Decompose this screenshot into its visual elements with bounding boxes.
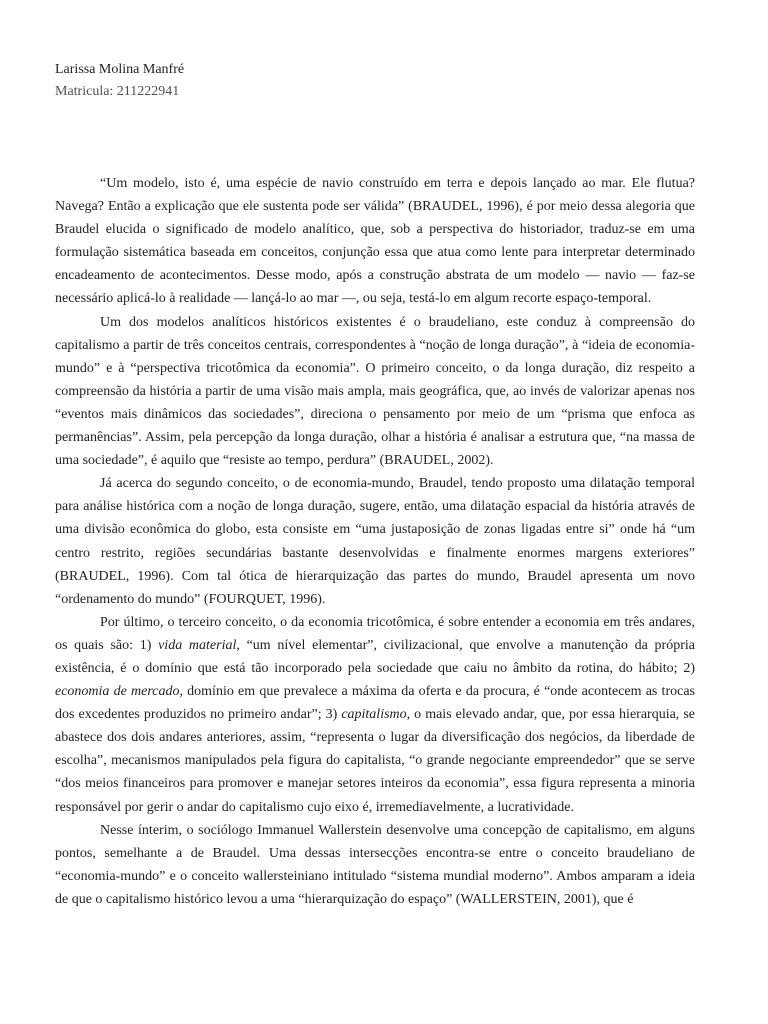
text-run: , o mais elevado andar, que, por essa hierarquia, se abastece dos dois andares anteriores, assim, “representa o lugar da diversificação dos negócios, da liberdade de escolha”, mecanismos manipulados pela figura do capitalista, “o grande negociante empreendedor” que se serve “dos meios financeiros para promover e manejar setores inteiros da economia”, essa figura representa a minoria responsável por gerir o andar do capitalismo cujo eixo é, irremediavelmente, a lucratividade.	[55, 707, 695, 815]
text-run: , domínio em que prevalece a máxima da oferta e da procura, é “onde acontecem as trocas dos excedentes produzidos no primeiro andar”; 3)	[55, 684, 695, 723]
italic-term: capitalismo	[341, 707, 407, 723]
text-run: Já acerca do segundo conceito, o de economia-mundo, Braudel, tendo proposto uma dilatação temporal para análise histórica com a noção de longa duração, sugere, então, uma dilatação espacial da história através de uma divisão econômica do globo, esta consiste em “uma justaposição de zonas ligadas entre si” onde há “um centro restrito, regiões secundárias bastante desenvolvidas e finalmente enormes margens exteriores” (BRAUDEL, 1996). Com tal ótica de hierarquização das partes do mundo, Braudel apresenta um novo “ordenamento do mundo” (FOURQUET, 1996).	[55, 476, 695, 607]
italic-term: vida material	[158, 637, 237, 653]
text-run: Por último, o terceiro conceito, o da economia tricotômica, é sobre entender a economia em três andares, os quais são: 1)	[55, 614, 695, 653]
author-name: Larissa Molina Manfré	[55, 62, 185, 77]
paragraph	[55, 472, 695, 611]
paragraph	[55, 819, 695, 911]
paragraph	[55, 311, 695, 473]
text-run: , “um nível elementar”, civilizacional, que envolve a manutenção da própria existência, é o domínio que está tão incorporado pela sociedade que caiu no âmbito da rotina, do hábito; 2)	[55, 637, 695, 676]
essay-body	[55, 172, 695, 911]
student-id: Matricula: 211222941	[55, 84, 180, 99]
italic-term: economia de mercado	[55, 684, 180, 700]
document-header	[55, 59, 184, 103]
text-run: Um dos modelos analíticos históricos existentes é o braudeliano, este conduz à compreensão do capitalismo a partir de três conceitos centrais, correspondentes à “noção de longa duração”, à “ideia de economia-mundo” e à “perspectiva tricotômica da economia”. O primeiro conceito, o da longa duração, diz respeito a compreensão da história a partir de uma visão mais ampla, mais geográfica, que, ao invés de valorizar apenas nos “eventos mais dinâmicos das sociedades”, direciona o pensamento por meio de um “prisma que enfoca as permanências”. Assim, pela percepção da longa duração, olhar a história é analisar a estrutura que, “na massa de uma sociedade”, é aquilo que “resiste ao tempo, perdura” (BRAUDEL, 2002).	[55, 314, 695, 469]
text-run: Nesse ínterim, o sociólogo Immanuel Wallerstein desenvolve uma concepção de capitalismo, em alguns pontos, semelhante a de Braudel. Uma dessas intersecções encontra-se entre o conceito braudeliano de “economia-mundo” e o conceito wallersteiniano intitulado “sistema mundial moderno”. Ambos amparam a ideia de que o capitalismo histórico levou a uma “hierarquização do espaço” (WALLERSTEIN, 2001), que é	[55, 822, 695, 907]
text-run: “Um modelo, isto é, uma espécie de navio construído em terra e depois lançado ao mar. Ele flutua? Navega? Então a explicação que ele sustenta pode ser válida” (BRAUDEL, 1996), é por meio dessa alegoria que Braudel elucida o significado de modelo analítico, que, sob a perspectiva do historiador, traduz-se em uma formulação sistemática baseada em conceitos, conjunção essa que atua como lente para interpretar determinado encadeamento de acontecimentos. Desse modo, após a construção abstrata de um modelo — navio — faz-se necessário aplicá-lo à realidade — lançá-lo ao mar —, ou seja, testá-lo em algum recorte espaço-temporal.	[55, 176, 695, 307]
paragraph	[55, 172, 695, 311]
paragraph	[55, 611, 695, 819]
